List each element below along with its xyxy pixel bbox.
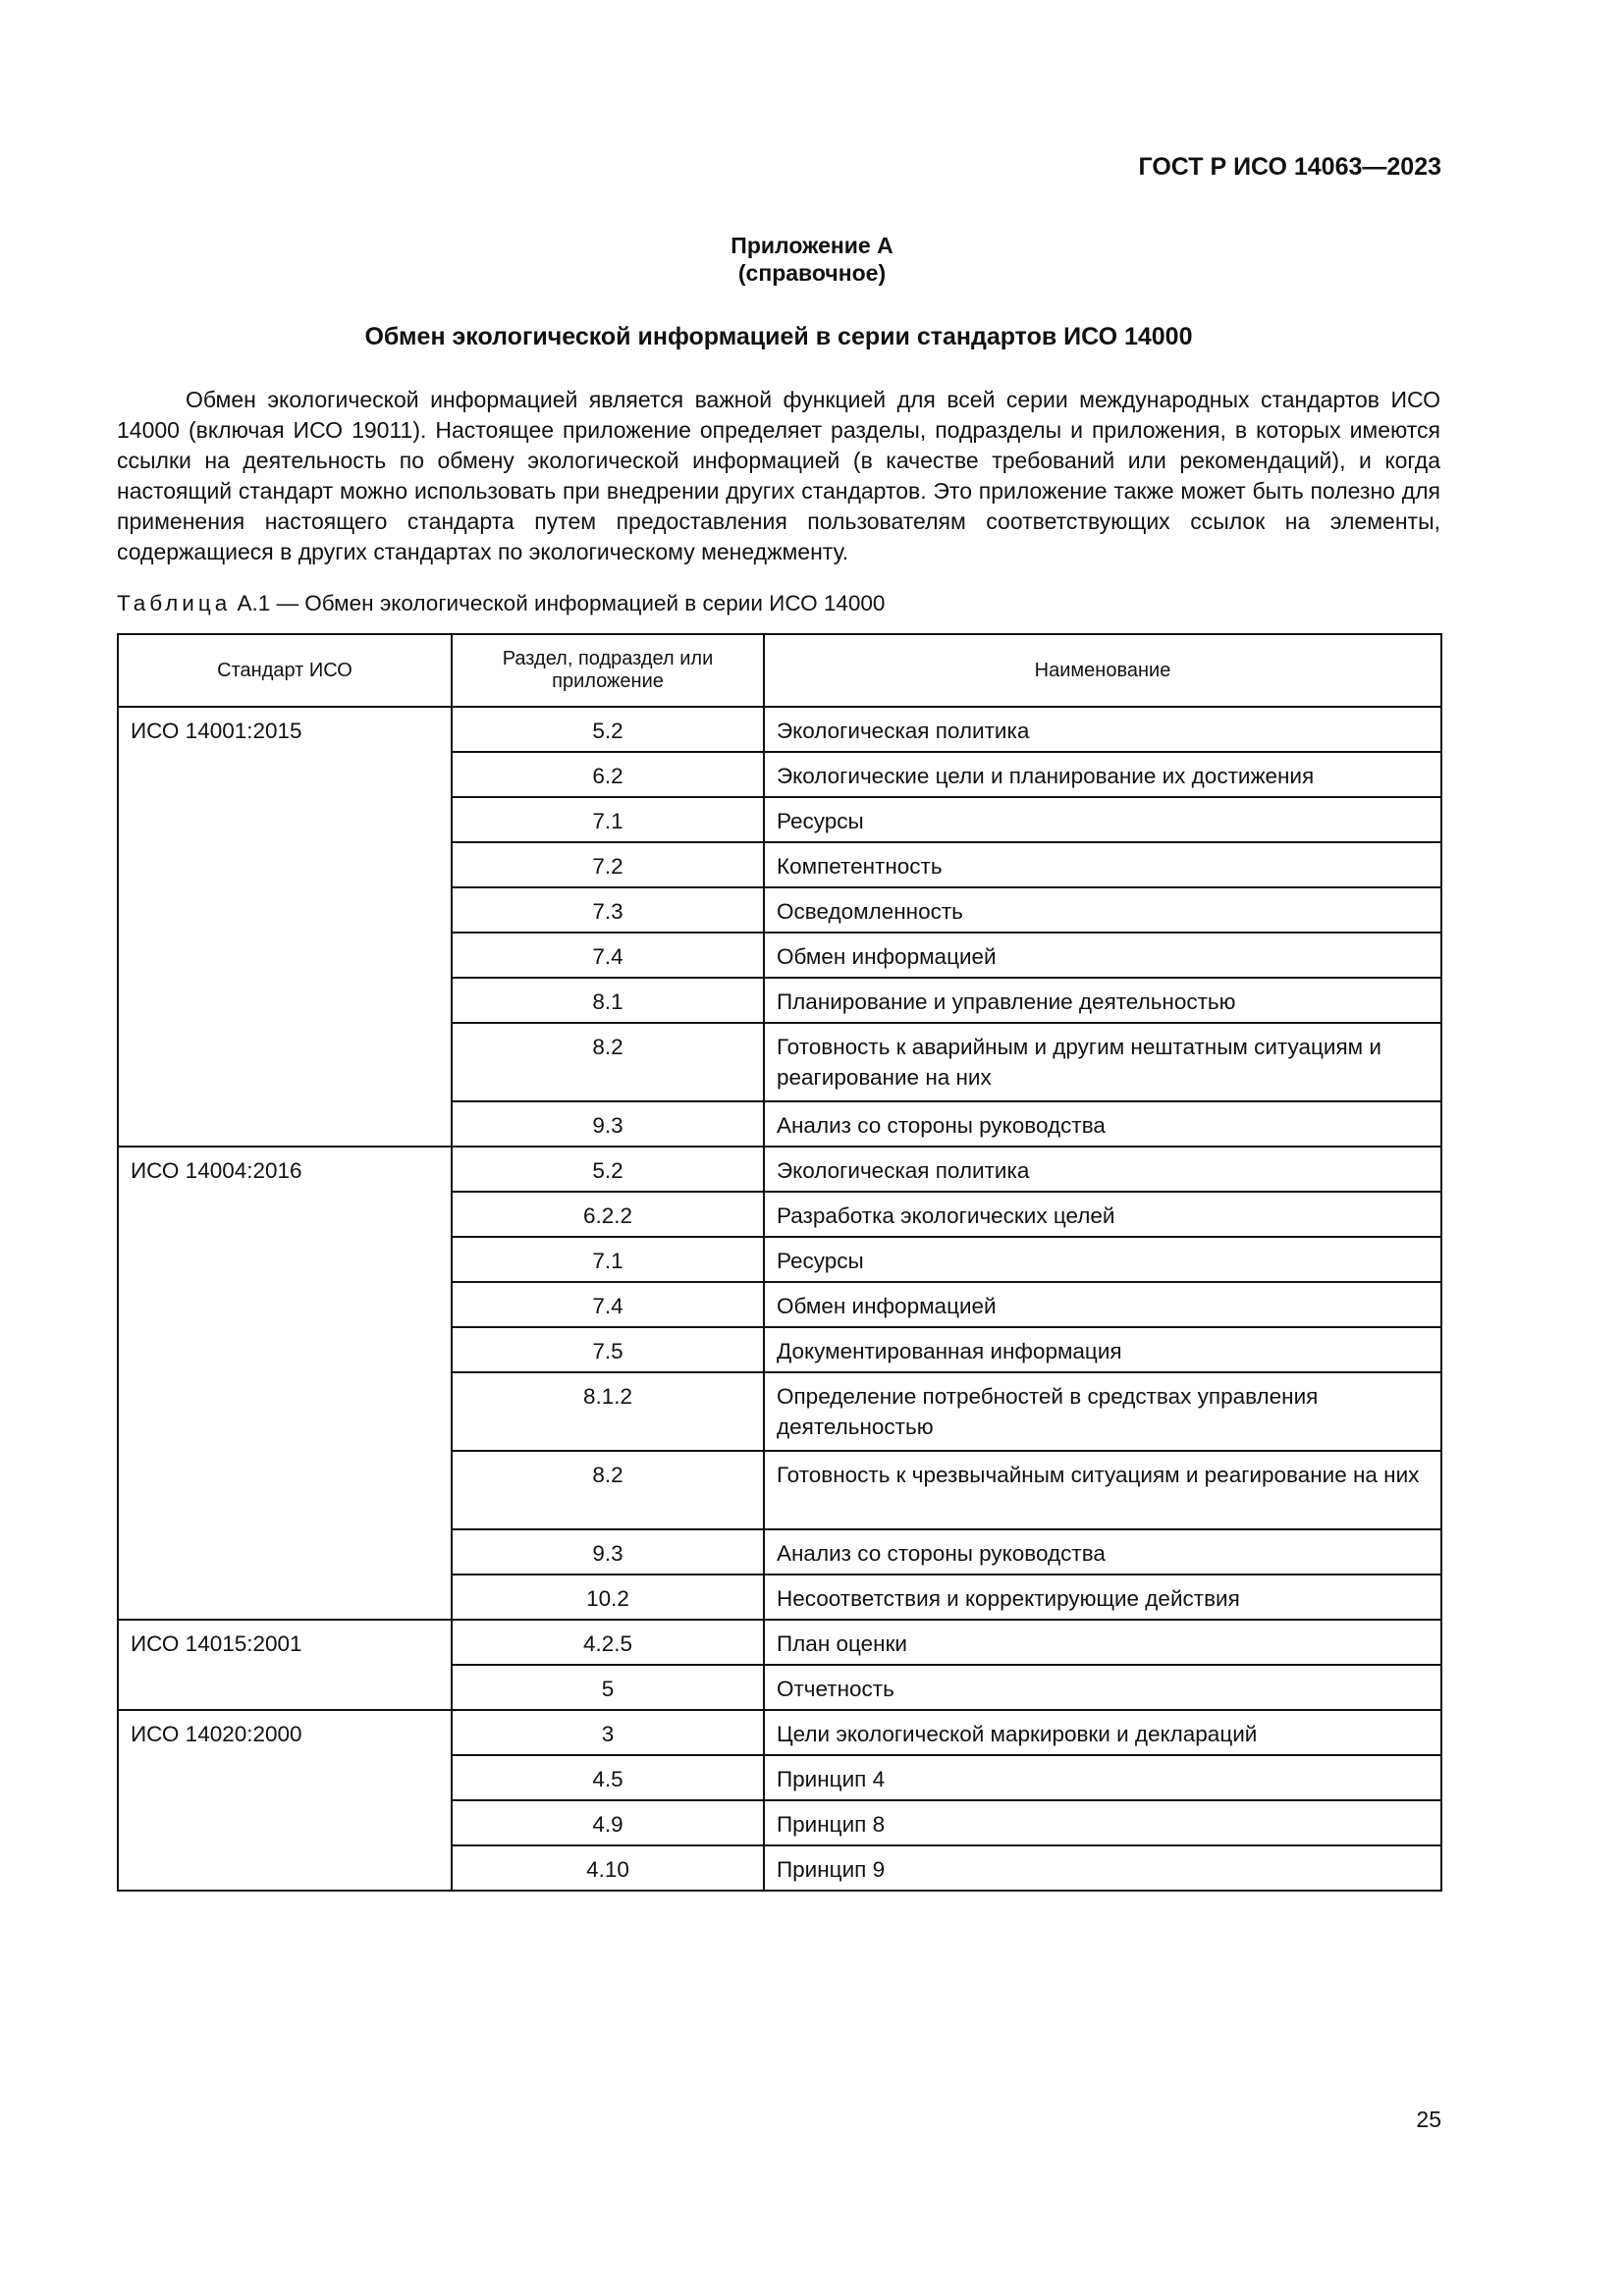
cell-standard: ИСО 14020:2000 bbox=[118, 1710, 452, 1891]
cell-name: Ресурсы bbox=[764, 797, 1441, 842]
cell-name: Документированная информация bbox=[764, 1327, 1441, 1372]
cell-section: 4.2.5 bbox=[452, 1620, 764, 1665]
document-code: ГОСТ Р ИСО 14063—2023 bbox=[1138, 153, 1441, 181]
cell-section: 7.5 bbox=[452, 1327, 764, 1372]
cell-section: 7.4 bbox=[452, 933, 764, 978]
cell-section: 7.3 bbox=[452, 887, 764, 933]
cell-name: Цели экологической маркировки и деклараций bbox=[764, 1710, 1441, 1755]
section-title: Обмен экологической информацией в серии стандартов ИСО 14000 bbox=[364, 323, 1193, 350]
cell-section: 5.2 bbox=[452, 707, 764, 752]
cell-section: 7.1 bbox=[452, 797, 764, 842]
cell-section: 6.2 bbox=[452, 752, 764, 797]
cell-name: Обмен информацией bbox=[764, 1282, 1441, 1327]
table-row bbox=[118, 1147, 1441, 1192]
cell-section: 9.3 bbox=[452, 1529, 764, 1575]
table-body bbox=[118, 707, 1441, 1891]
table-row bbox=[118, 1710, 1441, 1755]
intro-paragraph bbox=[117, 385, 1440, 567]
cell-section: 8.1 bbox=[452, 978, 764, 1023]
cell-section: 5 bbox=[452, 1665, 764, 1710]
cell-name: Планирование и управление деятельностью bbox=[764, 978, 1441, 1023]
cell-section: 8.2 bbox=[452, 1023, 764, 1101]
cell-name: Анализ со стороны руководства bbox=[764, 1101, 1441, 1147]
cell-standard: ИСО 14015:2001 bbox=[118, 1620, 452, 1710]
cell-name: Отчетность bbox=[764, 1665, 1441, 1710]
cell-section: 4.5 bbox=[452, 1755, 764, 1800]
cell-name: Анализ со стороны руководства bbox=[764, 1529, 1441, 1575]
table-row bbox=[118, 707, 1441, 752]
cell-name: Принцип 8 bbox=[764, 1800, 1441, 1845]
table-header-row bbox=[118, 634, 1441, 707]
cell-name: Принцип 9 bbox=[764, 1845, 1441, 1891]
annex-type: (справочное) bbox=[737, 260, 887, 286]
intro-text: Обмен экологической информацией является важной функцией для всей серии международных стандартов ИСО 14000 (включая ИСО 19011). Настоящее приложение определяет разделы, подразделы и приложения, в которых имеются ссылки на деятельность по обмену экологической информацией (в качестве требований или рекомендаций), и когда настоящий стандарт можно использовать при внедрении других стандартов. Это приложение также может быть полезно для применения настоящего стандарта путем предоставления пользователям соответствующих ссылок на элементы, содержащиеся в других стандартах по экологическому менеджменту. bbox=[117, 387, 1440, 564]
cell-section: 10.2 bbox=[452, 1575, 764, 1620]
cell-name: Экологические цели и планирование их достижения bbox=[764, 752, 1441, 797]
cell-section: 3 bbox=[452, 1710, 764, 1755]
cell-standard: ИСО 14001:2015 bbox=[118, 707, 452, 1147]
header-standard: Стандарт ИСО bbox=[118, 634, 452, 707]
cell-name: Обмен информацией bbox=[764, 933, 1441, 978]
cell-section: 7.4 bbox=[452, 1282, 764, 1327]
cell-name: План оценки bbox=[764, 1620, 1441, 1665]
cell-section: 7.2 bbox=[452, 842, 764, 887]
cell-section: 6.2.2 bbox=[452, 1192, 764, 1237]
cell-name: Определение потребностей в средствах управления деятельностью bbox=[764, 1372, 1441, 1451]
cell-section: 5.2 bbox=[452, 1147, 764, 1192]
table-caption bbox=[117, 591, 885, 616]
cell-section: 9.3 bbox=[452, 1101, 764, 1147]
header-name: Наименование bbox=[764, 634, 1441, 707]
cell-section: 4.9 bbox=[452, 1800, 764, 1845]
cell-name: Экологическая политика bbox=[764, 1147, 1441, 1192]
cell-name: Готовность к чрезвычайным ситуациям и реагирование на них bbox=[764, 1451, 1441, 1529]
cell-name: Принцип 4 bbox=[764, 1755, 1441, 1800]
standards-table bbox=[117, 633, 1442, 1892]
table-row bbox=[118, 1620, 1441, 1665]
cell-name: Компетентность bbox=[764, 842, 1441, 887]
page-number: 25 bbox=[1416, 2107, 1441, 2132]
cell-name: Разработка экологических целей bbox=[764, 1192, 1441, 1237]
table-caption-label: Таблица bbox=[117, 591, 232, 615]
cell-name: Экологическая политика bbox=[764, 707, 1441, 752]
cell-section: 8.2 bbox=[452, 1451, 764, 1529]
header-section: Раздел, подраздел или приложение bbox=[452, 634, 764, 707]
table-caption-text: А.1 — Обмен экологической информацией в серии ИСО 14000 bbox=[237, 591, 886, 615]
cell-section: 4.10 bbox=[452, 1845, 764, 1891]
annex-title: Приложение А bbox=[731, 233, 893, 258]
cell-section: 7.1 bbox=[452, 1237, 764, 1282]
cell-name: Готовность к аварийным и другим нештатным ситуациям и реагирование на них bbox=[764, 1023, 1441, 1101]
cell-standard: ИСО 14004:2016 bbox=[118, 1147, 452, 1620]
cell-name: Осведомленность bbox=[764, 887, 1441, 933]
cell-name: Ресурсы bbox=[764, 1237, 1441, 1282]
cell-section: 8.1.2 bbox=[452, 1372, 764, 1451]
cell-name: Несоответствия и корректирующие действия bbox=[764, 1575, 1441, 1620]
